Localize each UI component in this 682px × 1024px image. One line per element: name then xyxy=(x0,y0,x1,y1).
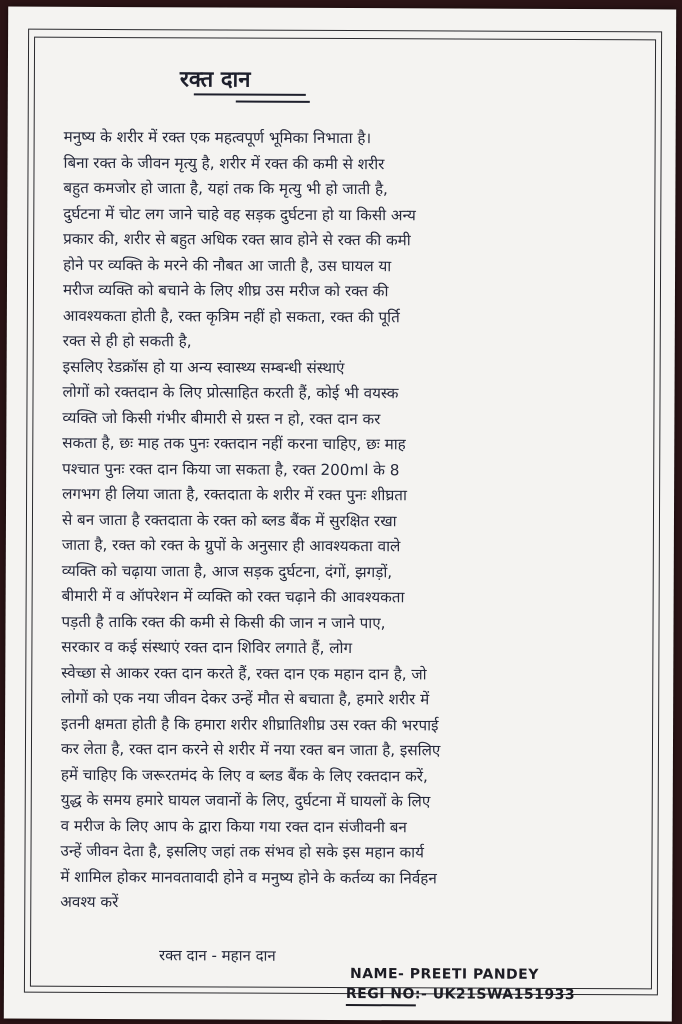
author-name: NAME- PREETI PANDEY xyxy=(349,966,539,983)
text-line: स्वेच्छा से आकर रक्त दान करते हैं, रक्त दान एक महान दान है, जो xyxy=(61,663,427,683)
text-line: बीमारी में व ऑपरेशन में व्यक्ति को रक्त चढ़ाने की आवश्यकता xyxy=(61,586,405,607)
text-line: लोगों को रक्तदान के लिए प्रोत्साहित करती हैं, कोई भी वयस्क xyxy=(62,382,399,403)
registration-number: REGI NO:- UK21SWA151933 xyxy=(345,986,576,1004)
text-line: लोगों को एक नया जीवन देकर उन्हें मौत से बचाता है, हमारे शरीर में xyxy=(61,688,430,709)
text-line: से बन जाता है रक्तदाता के रक्त को ब्लड बैंक में सुरक्षित रखा xyxy=(61,510,397,530)
text-line: आवश्यकता होती है, रक्त कृत्रिम नहीं हो सकता, रक्त की पूर्ति xyxy=(62,306,400,326)
text-line: में शामिल होकर मानवतावादी होने व मनुष्य होने के कर्तव्य का निर्वहन xyxy=(60,867,437,887)
text-line: पड़ती है ताकि रक्त की कमी से किसी की जान न जाने पाए, xyxy=(61,612,386,632)
text-line: जाता है, रक्त को रक्त के ग्रुपों के अनुसार ही आवश्यकता वाले xyxy=(61,535,401,556)
page-title: रक्त दान xyxy=(179,67,251,93)
text-line: पश्चात पुनः रक्त दान किया जा सकता है, रक्त 200ml के 8 xyxy=(62,459,400,479)
text-line: प्रकार की, शरीर से बहुत अधिक रक्त स्राव होने से रक्त की कमी xyxy=(63,229,411,250)
title-underline-short xyxy=(236,101,310,103)
closing-slogan: रक्त दान - महान दान xyxy=(159,946,276,965)
text-line: कर लेता है, रक्त दान करने से शरीर में नया रक्त बन जाता है, इसलिए xyxy=(60,739,441,760)
text-line: बिना रक्त के जीवन मृत्यु है, शरीर में रक्त की कमी से शरीर xyxy=(63,153,385,173)
text-line: अवश्य करें xyxy=(60,892,119,912)
text-line: मनुष्य के शरीर में रक्त एक महत्वपूर्ण भूमिका निभाता है। xyxy=(63,127,372,148)
text-line: सरकार व कई संस्थाएं रक्त दान शिविर लगाते हैं, लोग xyxy=(61,637,353,658)
text-line: इसलिए रेडक्रॉस हो या अन्य स्वास्थ्य सम्बन्धी संस्थाएं xyxy=(62,357,345,377)
essay-body xyxy=(60,125,653,918)
text-line: युद्ध के समय हमारे घायल जवानों के लिए, दुर्घटना में घायलों के लिए xyxy=(60,790,431,811)
text-line: उन्हें जीवन देता है, इसलिए जहां तक संभव हो सके इस महान कार्य xyxy=(60,841,424,862)
text-line: हमें चाहिए कि जरूरतमंद के लिए व ब्लड बैंक के लिए रक्तदान करें, xyxy=(60,765,428,785)
text-line: रक्त से ही हो सकती है, xyxy=(62,331,192,351)
reg-underline xyxy=(346,1004,416,1006)
text-line: सकता है, छः माह तक पुनः रक्तदान नहीं करना चाहिए, छः माह xyxy=(62,433,406,454)
text-line: होने पर व्यक्ति के मरने की नौबत आ जाती है, उस घायल या xyxy=(63,255,392,275)
text-line: लगभग ही लिया जाता है, रक्तदाता के शरीर में रक्त पुनः शीघ्रता xyxy=(62,484,407,505)
paper-sheet xyxy=(4,7,676,1022)
text-line: इतनी क्षमता होती है कि हमारा शरीर शीघ्रातिशीघ्र उस रक्त की भरपाई xyxy=(61,714,439,734)
text-line: दुर्घटना में चोट लग जाने चाहे वह सड़क दुर्घटना हो या किसी अन्य xyxy=(63,204,416,224)
text-line: व मरीज के लिए आप के द्वारा किया गया रक्त दान संजीवनी बन xyxy=(60,816,407,836)
text-line: मरीज व्यक्ति को बचाने के लिए शीघ्र उस मरीज को रक्त की xyxy=(62,280,389,301)
text-line: व्यक्ति को चढ़ाया जाता है, आज सड़क दुर्घटना, दंगों, झगड़ों, xyxy=(61,561,393,581)
text-line: बहुत कमजोर हो जाता है, यहां तक कि मृत्यु भी हो जाती है, xyxy=(63,178,388,199)
text-line: व्यक्ति जो किसी गंभीर बीमारी से ग्रस्त न हो, रक्त दान कर xyxy=(62,408,381,428)
